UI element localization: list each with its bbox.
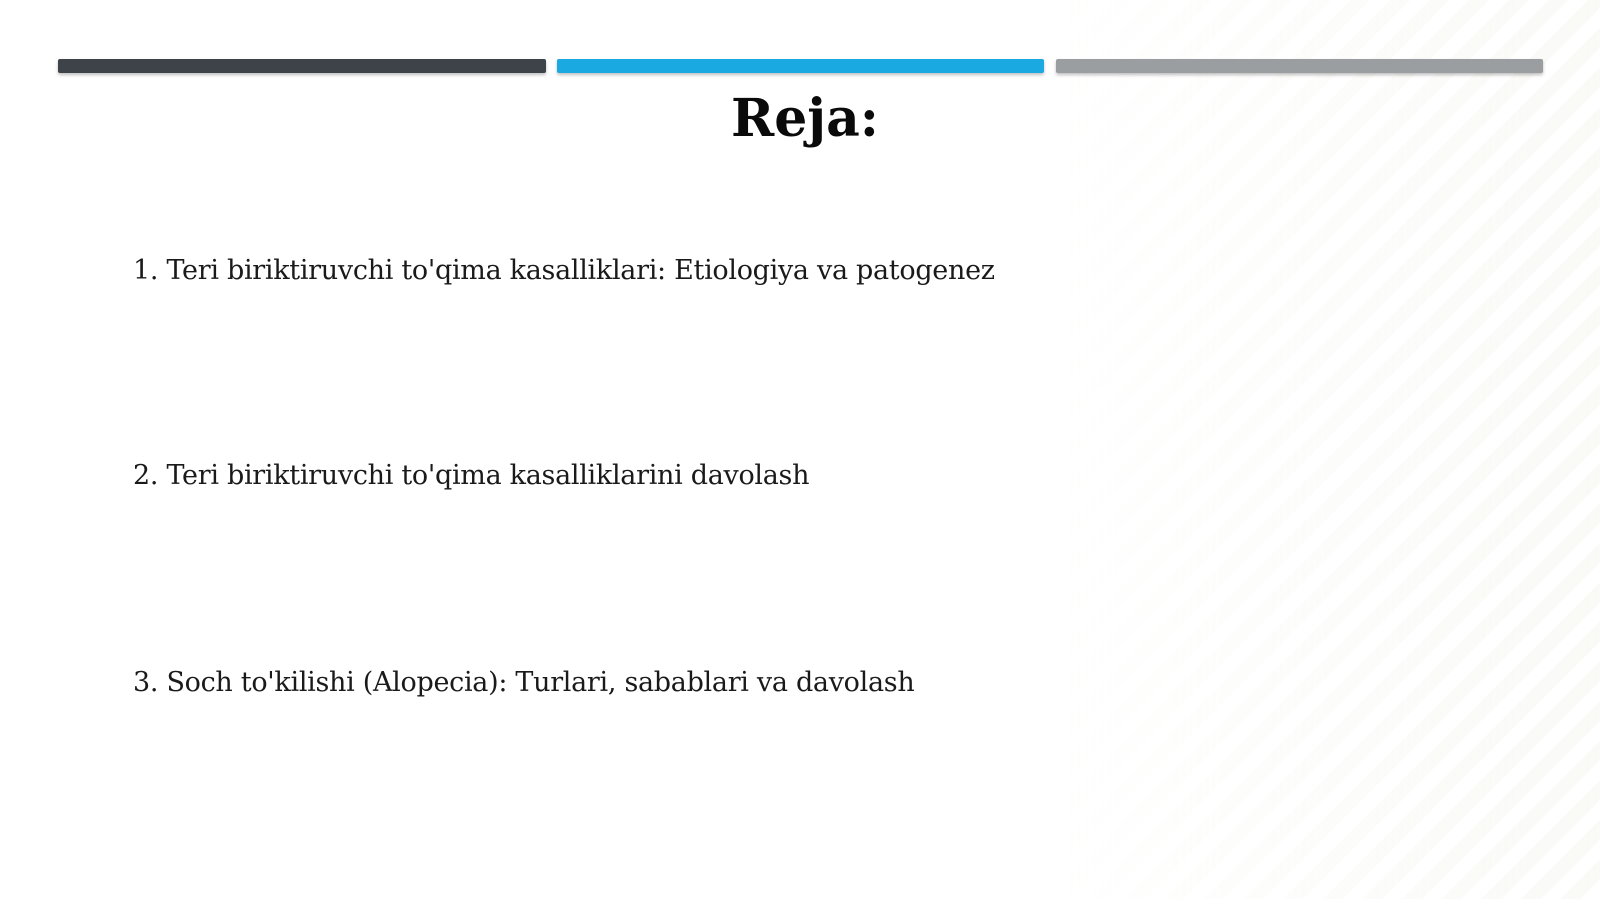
header-bar-blue: [557, 59, 1044, 73]
header-bar-gray: [1056, 59, 1543, 73]
list-item: 1. Teri biriktiruvchi to'qima kasalliklari: Etiologiya va patogenez: [133, 255, 995, 286]
slide-title: Reja:: [730, 88, 879, 149]
list-item: 2. Teri biriktiruvchi to'qima kasalliklarini davolash: [133, 460, 810, 491]
header-bar-dark: [58, 59, 546, 73]
list-item: 3. Soch to'kilishi (Alopecia): Turlari, sabablari va davolash: [133, 667, 915, 698]
